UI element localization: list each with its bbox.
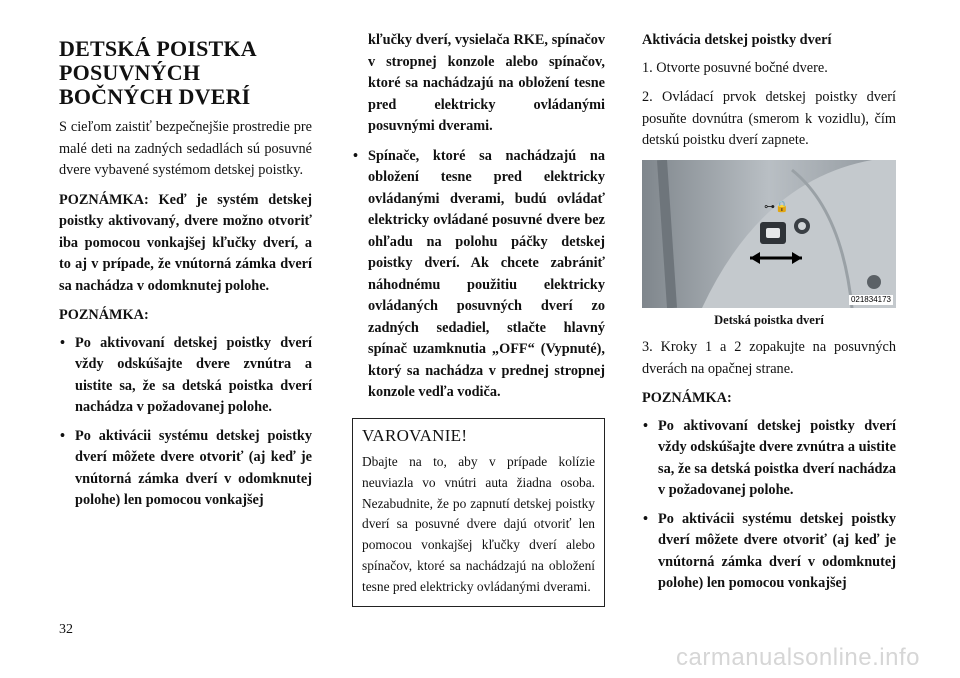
step-1: 1. Otvorte posuvné bočné dvere. xyxy=(642,59,828,76)
note-bullet-list xyxy=(59,333,312,512)
child-lock-figure xyxy=(642,160,896,308)
warning-box xyxy=(352,418,605,607)
bullet-item: • Po aktivácii systému detskej poistky dverí môžete dvere otvoriť (aj keď je vnútorná zámka dverí v odomknutej polohe) len pomocou vonkajšej xyxy=(642,509,896,595)
figure-code: 021834173 xyxy=(850,294,891,304)
figure-caption: Detská poistka dverí xyxy=(714,312,824,327)
bullet-item: • Po aktivovaní detskej poistky dverí vždy odskúšajte dvere zvnútra a uistite sa, že sa detská poistka dverí nachádza v požadovanej polohe. xyxy=(642,416,896,502)
watermark: carmanualsonline.info xyxy=(676,644,920,671)
note-heading: POZNÁMKA: xyxy=(59,307,149,323)
bullet-item: • Po aktivácii systému detskej poistky dverí môžete dvere otvoriť (aj keď je vnútorná zámka dverí v odomknutej polohe) len pomocou vonkajšej xyxy=(59,426,312,512)
step-2: 2. Ovládací prvok detskej poistky dverí posuňte dovnútra (smerom k vozidlu), čím detskú poistku dverí zapnete. xyxy=(642,89,896,148)
section-title: DETSKÁ POISTKA POSUVNÝCH BOČNÝCH DVERÍ xyxy=(59,36,256,109)
warning-text: Dbajte na to, aby v prípade kolízie neuviazla vo vnútri auta žiadna osoba. Nezabudnite, že po zapnutí detskej poistky dverí sa posuvné dvere dajú otvoriť len pomocou vonkajšej kľučky dverí alebo spínačov, ktoré sa nachádzajú na obložení tesne pred elektricky ovládanými dverami. xyxy=(362,454,595,594)
page-number: 32 xyxy=(59,622,73,637)
bullet-continuation: kľučky dverí, vysielača RKE, spínačov v stropnej konzole alebo spínačov, ktoré sa nachádzajú na obložení tesne pred elektricky ovládanými posuvnými dverami. xyxy=(368,32,605,134)
warning-title: VAROVANIE! xyxy=(362,425,468,445)
intro-paragraph: S cieľom zaistiť bezpečnejšie prostredie pre malé deti na zadných sedadlách sú posuvné dvere vybavené systémom detskej poistky. xyxy=(59,119,312,178)
subsection-heading: Aktivácia detskej poistky dverí xyxy=(642,32,832,48)
right-column xyxy=(642,30,896,602)
note-heading: POZNÁMKA: xyxy=(642,390,732,406)
left-column xyxy=(59,30,312,519)
bullet-item: • Po aktivovaní detskej poistky dverí vždy odskúšajte dvere zvnútra a uistite sa, že sa detská poistka dverí nachádza v požadovanej polohe. xyxy=(59,333,312,419)
note-bullet-list xyxy=(642,416,896,595)
bullet-item: • Spínače, ktoré sa nachádzajú na obložení tesne pred elektricky ovládanými dverami, budú ovládať elektricky ovládané posuvné dvere bez ohľadu na polohu páčky detskej poistky dverí. Ak chcete zabrániť náhodnému použitiu elektricky ovládaných posuvných dverí zo zadných sedadiel, stlačte hlavný spínač uzamknutia „OFF“ (Vypnuté), ktorý sa nachádza v prednej stropnej konzole vedľa vodiča. xyxy=(352,146,605,404)
bullet-list xyxy=(352,146,605,404)
child-lock-illustration xyxy=(642,160,896,308)
note-paragraph: POZNÁMKA: Keď je systém detskej poistky aktivovaný, dvere možno otvoriť iba pomocou vonkajšej kľučky dverí, a to aj v prípade, že vnútorná zámka dverí sa nachádza v odomknutej polohe. xyxy=(59,191,312,294)
middle-column xyxy=(352,30,605,607)
svg-text:⊶🔒: ⊶🔒 xyxy=(764,199,789,213)
step-3: 3. Kroky 1 a 2 zopakujte na posuvných dverách na opačnej strane. xyxy=(642,339,896,377)
